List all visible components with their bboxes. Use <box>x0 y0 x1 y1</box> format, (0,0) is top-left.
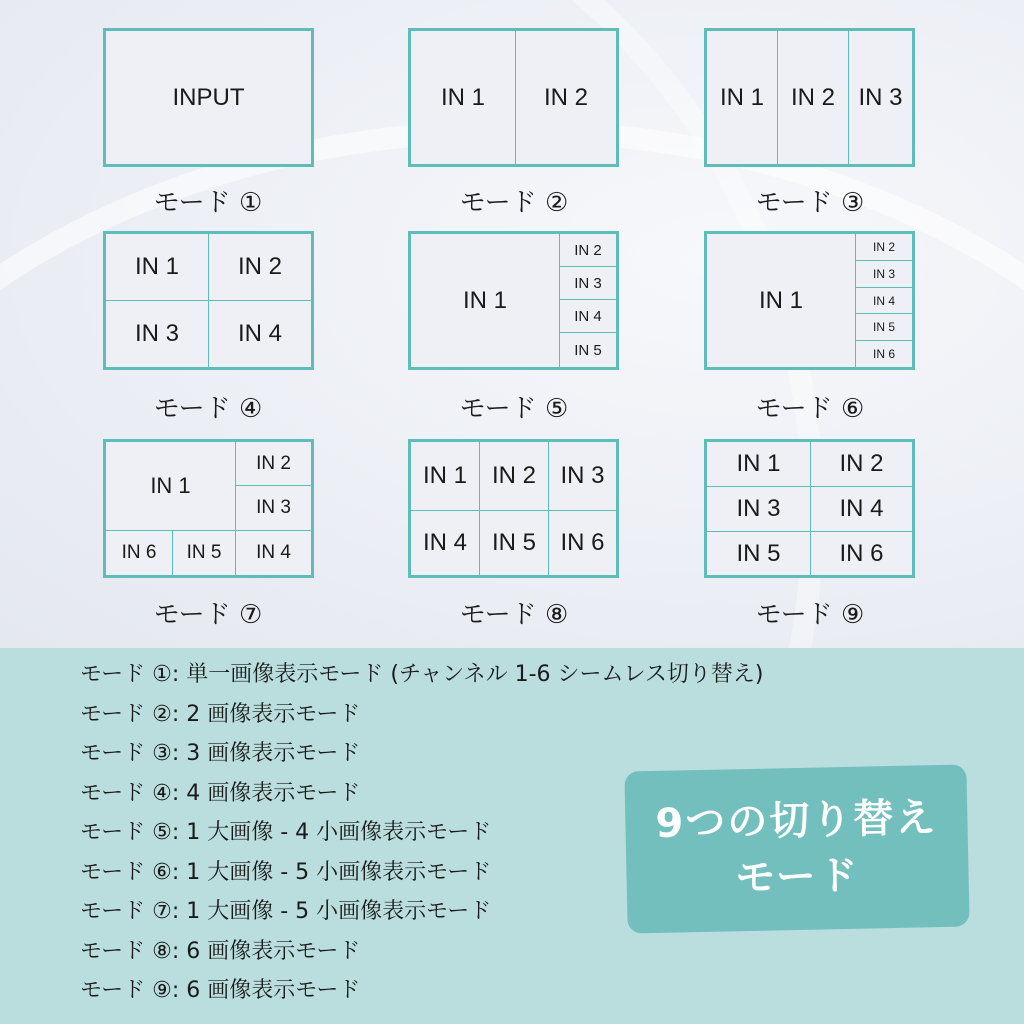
layout-cell: IN 4 <box>237 320 282 347</box>
mode-2-caption: モード ② <box>459 188 569 218</box>
layout-cell: IN 2 <box>560 234 616 267</box>
badge-subtitle: モード <box>734 852 861 902</box>
mode-7-layout <box>103 439 314 578</box>
mode-description: モード ④: 4 画像表示モード <box>80 781 361 806</box>
layout-cell: IN 2 <box>811 442 912 487</box>
mode-6-layout <box>704 231 915 370</box>
layout-cell: IN 1 <box>411 31 516 164</box>
mode-description: モード ②: 2 画像表示モード <box>80 702 361 727</box>
layout-cell: IN 2 <box>209 234 311 301</box>
mode-description: モード ①: 単一画像表示モード (チャンネル 1-6 シームレス切り替え) <box>80 662 764 687</box>
mode-7-caption: モード ⑦ <box>153 600 263 630</box>
layout-cell: IN 4 <box>811 487 912 532</box>
mode-description: モード ⑧: 6 画像表示モード <box>80 939 361 964</box>
mode-3-caption: モード ③ <box>755 188 865 218</box>
mode-8-caption: モード ⑧ <box>459 600 569 630</box>
layout-cell: IN 2 <box>856 234 912 261</box>
layout-cell: IN 5 <box>173 531 236 575</box>
mode-1-layout <box>103 28 314 167</box>
mode-9-caption: モード ⑨ <box>755 600 865 630</box>
layout-cell: IN 4 <box>411 511 480 575</box>
mode-8-layout <box>408 439 619 578</box>
layout-cell: IN 1 <box>707 442 811 487</box>
mode-5-caption: モード ⑤ <box>459 394 569 424</box>
layout-cell: IN 5 <box>574 341 602 359</box>
layout-cell: IN 3 <box>236 486 311 531</box>
layout-cell: IN 6 <box>106 531 173 575</box>
layout-cell: IN 3 <box>560 267 616 300</box>
layout-cell: IN 5 <box>480 511 549 575</box>
layout-cell: IN 5 <box>856 314 912 341</box>
mode-4-caption: モード ④ <box>153 394 263 424</box>
mode-1-caption: モード ① <box>153 188 263 218</box>
layout-cell: IN 3 <box>707 487 811 532</box>
layout-cell: IN 2 <box>480 442 549 511</box>
layout-cell: IN 1 <box>411 442 480 511</box>
layout-cell: INPUT <box>172 83 245 111</box>
layout-cell: IN 6 <box>560 529 605 556</box>
layout-cell: IN 5 <box>707 532 811 575</box>
mode-description: モード ③: 3 画像表示モード <box>80 741 361 766</box>
mode-3-layout <box>704 28 915 167</box>
layout-cell: IN 1 <box>411 234 560 367</box>
mode-9-layout <box>704 439 915 578</box>
mode-2-layout <box>408 28 619 167</box>
mode-description: モード ⑦: 1 大画像 - 5 小画像表示モード <box>80 899 492 924</box>
layout-cell: IN 1 <box>707 31 778 164</box>
badge-title: 9つの切り替え <box>655 795 938 847</box>
layout-cell: IN 3 <box>549 442 616 511</box>
mode-description: モード ⑨: 6 画像表示モード <box>80 978 361 1003</box>
switch-modes-badge <box>624 764 969 933</box>
layout-cell: IN 4 <box>560 300 616 333</box>
layout-cell: IN 6 <box>839 539 884 567</box>
layout-cell: IN 3 <box>106 301 209 367</box>
mode-6-caption: モード ⑥ <box>755 394 865 424</box>
mode-description: モード ⑥: 1 大画像 - 5 小画像表示モード <box>80 860 492 885</box>
mode-5-layout <box>408 231 619 370</box>
layout-cell: IN 3 <box>858 83 903 111</box>
layout-cell: IN 2 <box>236 442 311 486</box>
layout-cell: IN 4 <box>856 288 912 314</box>
mode-description: モード ⑤: 1 大画像 - 4 小画像表示モード <box>80 820 492 845</box>
layout-cell: IN 2 <box>543 83 588 111</box>
mode-4-layout <box>103 231 314 370</box>
layout-cell: IN 4 <box>256 542 291 563</box>
layout-cell: IN 2 <box>778 31 849 164</box>
layout-cell: IN 1 <box>106 234 209 301</box>
layout-cell: IN 3 <box>856 261 912 288</box>
layout-cell: IN 6 <box>872 347 895 361</box>
layout-cell: IN 1 <box>106 442 236 531</box>
layout-cell: IN 1 <box>707 234 856 367</box>
